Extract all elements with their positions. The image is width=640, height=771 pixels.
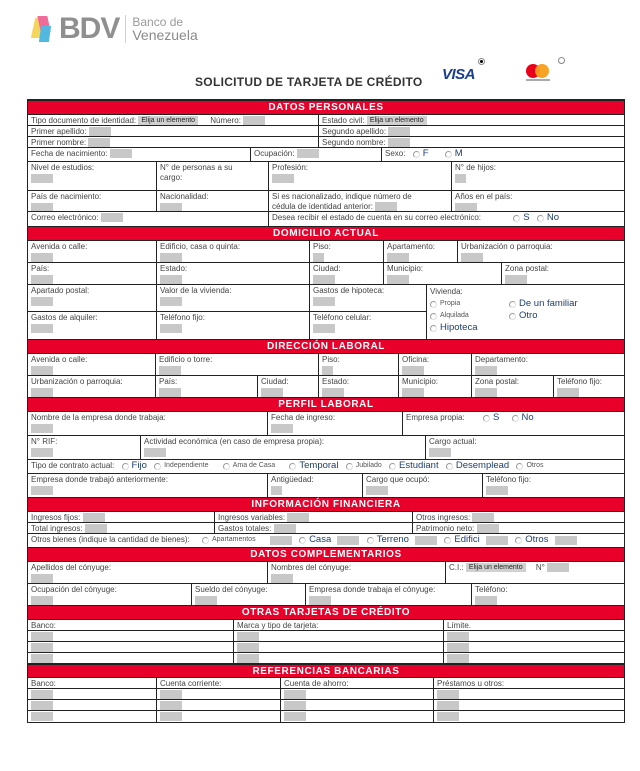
ot-col-banco: Banco: bbox=[28, 620, 234, 630]
sexo-m-label: M bbox=[454, 148, 463, 159]
lab-avenida-label: Avenida o calle: bbox=[31, 355, 88, 364]
vivienda-alquilada-label: Alquilada bbox=[440, 312, 469, 320]
dom-telefono-fijo-input[interactable] bbox=[160, 324, 182, 333]
page-title: SOLICITUD DE TARJETA DE CRÉDITO bbox=[195, 75, 423, 89]
segundo-nombre-label: Segundo nombre: bbox=[322, 138, 386, 147]
table-row bbox=[28, 642, 624, 653]
perf-antiguedad-label: Antigüedad: bbox=[271, 475, 314, 484]
dom-telefono-fijo-label: Teléfono fijo: bbox=[160, 313, 205, 322]
comp-apellidos-conyuge-input[interactable] bbox=[31, 574, 53, 583]
table-row bbox=[28, 711, 624, 722]
sexo-f-label: F bbox=[422, 148, 429, 159]
bienes-apartamentos-label: Apartamentos bbox=[212, 536, 256, 543]
contrato-temporal-radio[interactable] bbox=[289, 463, 296, 470]
perf-empresa-input[interactable] bbox=[31, 424, 53, 433]
contrato-desempleado-radio[interactable] bbox=[446, 463, 453, 470]
perf-empresa-anterior-input[interactable] bbox=[31, 486, 53, 495]
ot-col-marca: Marca y tipo de tarjeta: bbox=[234, 620, 444, 630]
dom-estado-label: Estado: bbox=[160, 264, 188, 273]
lab-ciudad-label: Ciudad: bbox=[261, 377, 289, 386]
bienes-casa-radio[interactable] bbox=[299, 537, 306, 544]
visa-radio[interactable] bbox=[478, 58, 485, 65]
vivienda-hipoteca-radio[interactable] bbox=[430, 325, 437, 332]
ref-corriente-input-3[interactable] bbox=[160, 712, 182, 721]
credit-card-application-form bbox=[27, 99, 625, 723]
table-row bbox=[28, 631, 624, 642]
primer-apellido-input[interactable] bbox=[89, 127, 111, 136]
perf-telefono-fijo-input[interactable] bbox=[486, 486, 508, 495]
anos-pais-input[interactable] bbox=[455, 203, 477, 211]
vivienda-alquilada-radio[interactable] bbox=[430, 313, 437, 320]
bienes-casa-label: Casa bbox=[309, 534, 332, 545]
dom-avenida-label: Avenida o calle: bbox=[31, 242, 88, 251]
ref-banco-input-2[interactable] bbox=[31, 701, 53, 710]
lab-avenida-input[interactable] bbox=[31, 366, 53, 375]
bienes-terreno-radio[interactable] bbox=[367, 537, 374, 544]
table-row bbox=[28, 653, 624, 664]
comp-ci-dropdown[interactable]: Elija un elemento bbox=[466, 563, 526, 572]
primer-apellido-label: Primer apellido: bbox=[31, 127, 87, 136]
estado-cuenta-si-label: S bbox=[523, 212, 530, 223]
bienes-otros-label: Otros bbox=[525, 534, 549, 545]
perf-tipo-contrato-label: Tipo de contrato actual: bbox=[31, 461, 115, 471]
fin-ingresos-fijos-input[interactable] bbox=[83, 513, 105, 522]
comp-ci-label: C.I.: bbox=[449, 563, 464, 572]
logo-brand: BDV bbox=[59, 12, 120, 45]
nacionalidad-label: Nacionalidad: bbox=[160, 192, 209, 201]
ref-banco-input-1[interactable] bbox=[31, 690, 53, 699]
lab-municipio-input[interactable] bbox=[402, 388, 424, 397]
nivel-estudios-input[interactable] bbox=[31, 174, 53, 183]
numero-input[interactable] bbox=[243, 116, 265, 125]
comp-nombres-conyuge-label: Nombres del cónyuge: bbox=[271, 563, 352, 572]
fin-gastos-totales-label: Gastos totales: bbox=[218, 524, 272, 533]
dom-ciudad-input[interactable] bbox=[313, 275, 335, 284]
fin-patrimonio-label: Patrimonio neto: bbox=[416, 524, 475, 533]
perf-cargo-actual-label: Cargo actual: bbox=[429, 437, 477, 446]
otras-tarjetas-header-row bbox=[28, 620, 624, 631]
profesion-input[interactable] bbox=[272, 174, 294, 183]
lab-urbanizacion-label: Urbanización o parroquia: bbox=[31, 377, 123, 386]
lab-zona-postal-label: Zona postal: bbox=[475, 377, 520, 386]
bienes-apartamentos-input[interactable] bbox=[270, 536, 292, 545]
contrato-estudiante-radio[interactable] bbox=[389, 463, 396, 470]
hijos-label: N° de hijos: bbox=[455, 163, 496, 172]
bienes-apartamentos-radio[interactable] bbox=[202, 537, 209, 544]
estado-cuenta-no-radio[interactable] bbox=[537, 215, 544, 222]
table-row bbox=[28, 700, 624, 711]
dom-gastos-alquiler-label: Gastos de alquiler: bbox=[31, 313, 98, 322]
comp-telefono-input[interactable] bbox=[475, 596, 497, 605]
bienes-edificio-label: Edifici bbox=[454, 534, 480, 545]
ot-limite-input-3[interactable] bbox=[447, 654, 469, 663]
estado-civil-dropdown[interactable]: Elija un elemento bbox=[367, 116, 427, 125]
fin-ingresos-fijos-label: Ingresos fijos: bbox=[31, 513, 81, 522]
perf-cargo-ocupo-input[interactable] bbox=[366, 486, 388, 495]
fin-otros-bienes-label: Otros bienes (indique la cantidad de bienes): bbox=[31, 535, 190, 545]
lab-estado-input[interactable] bbox=[322, 388, 344, 397]
ref-prestamos-input-1[interactable] bbox=[437, 690, 459, 699]
section-datos-personales: DATOS PERSONALES bbox=[28, 101, 624, 115]
dom-piso-label: Piso: bbox=[313, 242, 331, 251]
bienes-terreno-input[interactable] bbox=[415, 536, 437, 545]
contrato-temporal-label: Temporal bbox=[299, 460, 339, 471]
fin-otros-ingresos-input[interactable] bbox=[472, 513, 494, 522]
vivienda-label: Vivienda: bbox=[430, 287, 463, 296]
dom-gastos-hipoteca-label: Gastos de hipoteca: bbox=[313, 286, 385, 295]
comp-apellidos-conyuge-label: Apellidos del cónyuge: bbox=[31, 563, 112, 572]
logo-line1: Banco de bbox=[132, 15, 184, 29]
logo-divider bbox=[125, 15, 126, 43]
fin-ingresos-variables-label: Ingresos variables: bbox=[218, 513, 286, 522]
lab-piso-label: Piso: bbox=[322, 355, 340, 364]
vivienda-otro-radio[interactable] bbox=[509, 313, 516, 320]
vivienda-propia-label: Propia bbox=[440, 300, 461, 307]
ref-ahorro-input-1[interactable] bbox=[284, 690, 306, 699]
comp-sueldo-conyuge-input[interactable] bbox=[195, 596, 217, 605]
perf-antiguedad-input[interactable] bbox=[271, 486, 282, 495]
vivienda-otro-label: Otro bbox=[519, 310, 538, 322]
fecha-nacimiento-input[interactable] bbox=[110, 149, 132, 158]
fin-total-ingresos-label: Total ingresos: bbox=[31, 524, 83, 533]
segundo-apellido-label: Segundo apellido: bbox=[322, 127, 387, 136]
contrato-estudiante-label: Estudiant bbox=[399, 460, 439, 471]
segundo-nombre-input[interactable] bbox=[388, 138, 410, 147]
dom-apartamento-label: Apartamento: bbox=[387, 242, 436, 251]
dom-edificio-label: Edificio, casa o quinta: bbox=[160, 242, 241, 251]
ot-marca-input-1[interactable] bbox=[237, 632, 259, 641]
tipo-documento-label: Tipo documento de identidad: bbox=[31, 116, 137, 125]
perf-empresa-propia-no-label: No bbox=[521, 412, 534, 423]
ocupacion-input[interactable] bbox=[297, 149, 319, 158]
perf-empresa-propia-no-radio[interactable] bbox=[512, 415, 519, 422]
lab-urbanizacion-input[interactable] bbox=[31, 388, 53, 397]
fin-otros-ingresos-label: Otros ingresos: bbox=[416, 513, 471, 522]
ot-marca-input-2[interactable] bbox=[237, 643, 259, 652]
dom-piso-input[interactable] bbox=[313, 253, 324, 262]
perf-empresa-anterior-label: Empresa donde trabajó anteriormente: bbox=[31, 475, 168, 484]
pais-nacimiento-input[interactable] bbox=[31, 203, 53, 211]
contrato-otros-label: Otros bbox=[526, 462, 544, 469]
bienes-edificio-radio[interactable] bbox=[444, 537, 451, 544]
perf-empresa-propia-si-radio[interactable] bbox=[483, 415, 490, 422]
sexo-label: Sexo: bbox=[385, 149, 406, 159]
dom-urbanizacion-label: Urbanización o parroquia: bbox=[461, 242, 553, 251]
correo-input[interactable] bbox=[101, 213, 123, 222]
dom-valor-vivienda-input[interactable] bbox=[160, 297, 182, 306]
dom-zona-postal-label: Zona postal: bbox=[505, 264, 550, 273]
vivienda-hipoteca-label: Hipoteca bbox=[440, 322, 478, 334]
perf-rif-label: N° RIF: bbox=[31, 437, 58, 446]
pais-nacimiento-label: País de nacimiento: bbox=[31, 192, 102, 201]
ref-ahorro-input-2[interactable] bbox=[284, 701, 306, 710]
estado-cuenta-no-label: No bbox=[546, 212, 559, 223]
lab-oficina-label: Oficina: bbox=[402, 355, 430, 364]
ocupacion-label: Ocupación: bbox=[254, 149, 295, 158]
vivienda-familiar-radio[interactable] bbox=[509, 301, 516, 308]
dom-telefono-celular-input[interactable] bbox=[313, 324, 335, 333]
ref-col-prestamos: Préstamos u otros: bbox=[437, 679, 505, 688]
perf-rif-input[interactable] bbox=[31, 448, 53, 457]
lab-ciudad-input[interactable] bbox=[261, 388, 283, 397]
dom-valor-vivienda-label: Valor de la vivienda: bbox=[160, 286, 232, 295]
perf-empresa-propia-label: Empresa propia: bbox=[406, 413, 465, 423]
dom-apartado-input[interactable] bbox=[31, 297, 53, 306]
lab-departamento-label: Departamento: bbox=[475, 355, 528, 364]
nacionalidad-input[interactable] bbox=[160, 203, 182, 211]
ref-corriente-input-1[interactable] bbox=[160, 690, 182, 699]
tipo-documento-dropdown[interactable]: Elija un elemento bbox=[138, 116, 198, 125]
contrato-jubilado-radio[interactable] bbox=[346, 463, 353, 470]
personas-cargo-label: N° de personas a su cargo: bbox=[160, 163, 233, 182]
perf-fecha-ingreso-input[interactable] bbox=[271, 424, 293, 433]
contrato-fijo-label: Fijo bbox=[131, 460, 147, 471]
estado-civil-label: Estado civil: bbox=[322, 116, 365, 125]
ref-col-banco: Banco: bbox=[28, 678, 157, 688]
section-informacion-financiera: INFORMACIÓN FINANCIERA bbox=[28, 498, 624, 512]
bienes-otros-input[interactable] bbox=[555, 536, 577, 545]
lab-zona-postal-input[interactable] bbox=[475, 388, 497, 397]
section-domicilio-actual: DOMICILIO ACTUAL bbox=[28, 227, 624, 241]
contrato-ama-casa-label: Ama de Casa bbox=[232, 462, 276, 469]
lab-pais-input[interactable] bbox=[159, 388, 181, 397]
lab-estado-label: Estado: bbox=[322, 377, 350, 386]
section-datos-complementarios: DATOS COMPLEMENTARIOS bbox=[28, 548, 624, 562]
comp-sueldo-conyuge-label: Sueldo del cónyuge: bbox=[195, 585, 268, 594]
vivienda-familiar-label: De un familiar bbox=[519, 298, 578, 309]
ref-banco-input-3[interactable] bbox=[31, 712, 53, 721]
lab-municipio-label: Municipio: bbox=[402, 377, 439, 386]
fin-gastos-totales-input[interactable] bbox=[274, 524, 296, 533]
referencias-header-row bbox=[28, 678, 624, 689]
contrato-fijo-radio[interactable] bbox=[122, 463, 129, 470]
comp-telefono-label: Teléfono: bbox=[475, 585, 508, 594]
lab-telefono-fijo-input[interactable] bbox=[557, 388, 579, 397]
segundo-apellido-input[interactable] bbox=[388, 127, 410, 136]
lab-edificio-input[interactable] bbox=[159, 366, 181, 375]
visa-logo: VISA bbox=[442, 66, 476, 83]
dom-apartamento-input[interactable] bbox=[387, 253, 409, 262]
fin-ingresos-variables-input[interactable] bbox=[287, 513, 309, 522]
section-referencias-bancarias: REFERENCIAS BANCARIAS bbox=[28, 664, 624, 678]
comp-ocupacion-conyuge-label: Ocupación del cónyuge: bbox=[31, 585, 117, 594]
ref-col-cuenta-corriente: Cuenta corriente: bbox=[157, 678, 281, 688]
dom-zona-postal-input[interactable] bbox=[505, 275, 527, 284]
comp-ocupacion-conyuge-input[interactable] bbox=[31, 596, 53, 605]
ref-col-cuenta-ahorro: Cuenta de ahorro: bbox=[281, 678, 434, 688]
dom-municipio-input[interactable] bbox=[387, 275, 409, 284]
hijos-input[interactable] bbox=[455, 174, 466, 183]
section-otras-tarjetas: OTRAS TARJETAS DE CRÉDITO bbox=[28, 606, 624, 620]
contrato-jubilado-label: Jubilado bbox=[355, 462, 382, 469]
logo-line2: Venezuela bbox=[132, 27, 198, 43]
contrato-independiente-label: Independiente bbox=[164, 462, 209, 469]
primer-nombre-input[interactable] bbox=[88, 138, 110, 147]
dom-urbanizacion-input[interactable] bbox=[461, 253, 483, 262]
ot-col-limite: Límite. bbox=[447, 621, 472, 630]
perf-actividad-label: Actividad económica (en caso de empresa propia): bbox=[144, 437, 325, 446]
dom-gastos-alquiler-input[interactable] bbox=[31, 324, 53, 333]
lab-departamento-input[interactable] bbox=[475, 366, 497, 375]
bienes-terreno-label: Terreno bbox=[376, 534, 409, 545]
lab-oficina-input[interactable] bbox=[402, 366, 424, 375]
dom-telefono-celular-label: Teléfono celular: bbox=[313, 313, 372, 322]
perf-empresa-propia-si-label: S bbox=[492, 412, 500, 423]
perf-telefono-fijo-label: Teléfono fijo: bbox=[486, 475, 531, 484]
comp-nombres-conyuge-input[interactable] bbox=[271, 574, 293, 583]
primer-nombre-label: Primer nombre: bbox=[31, 138, 87, 147]
dom-estado-input[interactable] bbox=[160, 275, 182, 284]
table-row bbox=[28, 689, 624, 700]
section-perfil-laboral: PERFIL LABORAL bbox=[28, 398, 624, 412]
lab-telefono-fijo-label: Teléfono fijo: bbox=[557, 377, 602, 386]
perf-cargo-ocupo-label: Cargo que ocupó: bbox=[366, 475, 430, 484]
fin-total-ingresos-input[interactable] bbox=[85, 524, 107, 533]
ref-corriente-input-2[interactable] bbox=[160, 701, 182, 710]
dom-pais-label: País: bbox=[31, 264, 50, 273]
ref-prestamos-input-3[interactable] bbox=[437, 712, 459, 721]
dom-ciudad-label: Ciudad: bbox=[313, 264, 341, 273]
comp-empresa-conyuge-label: Empresa donde trabaja el cónyuge: bbox=[309, 585, 436, 594]
dom-apartado-label: Apartado postal: bbox=[31, 286, 90, 295]
ot-banco-input-2[interactable] bbox=[31, 643, 53, 652]
mastercard-radio[interactable] bbox=[558, 57, 565, 64]
comp-empresa-conyuge-input[interactable] bbox=[309, 596, 331, 605]
numero-label: Número: bbox=[210, 116, 241, 125]
bienes-casa-input[interactable] bbox=[337, 536, 359, 545]
cedula-anterior-input[interactable] bbox=[375, 202, 397, 211]
lab-piso-input[interactable] bbox=[322, 366, 333, 375]
contrato-ama-casa-radio[interactable] bbox=[223, 463, 230, 470]
ref-prestamos-input-2[interactable] bbox=[437, 701, 459, 710]
cedula-anterior-label: cédula de identidad anterior: bbox=[272, 202, 373, 211]
comp-n-input[interactable] bbox=[547, 563, 569, 572]
perf-fecha-ingreso-label: Fecha de ingreso: bbox=[271, 413, 336, 422]
mastercard-logo-icon bbox=[525, 64, 551, 84]
bdv-logo bbox=[33, 12, 198, 46]
fecha-nacimiento-label: Fecha de nacimiento: bbox=[31, 149, 108, 158]
ref-ahorro-input-3[interactable] bbox=[284, 712, 306, 721]
bienes-edificio-input[interactable] bbox=[486, 536, 508, 545]
contrato-otros-radio[interactable] bbox=[516, 463, 523, 470]
fin-patrimonio-input[interactable] bbox=[477, 524, 499, 533]
dom-pais-input[interactable] bbox=[31, 275, 53, 284]
bienes-otros-radio[interactable] bbox=[515, 537, 522, 544]
profesion-label: Profesión: bbox=[272, 163, 309, 172]
vivienda-propia-radio[interactable] bbox=[430, 301, 437, 308]
perf-cargo-actual-input[interactable] bbox=[429, 448, 451, 457]
contrato-desempleado-label: Desemplead bbox=[455, 460, 510, 471]
dom-gastos-hipoteca-input[interactable] bbox=[313, 297, 335, 306]
ot-limite-input-2[interactable] bbox=[447, 643, 469, 652]
dom-municipio-label: Municipio: bbox=[387, 264, 424, 273]
ot-banco-input-1[interactable] bbox=[31, 632, 53, 641]
dom-avenida-input[interactable] bbox=[31, 253, 53, 262]
perf-actividad-input[interactable] bbox=[144, 448, 166, 457]
bdv-logo-mark-icon bbox=[33, 14, 57, 44]
sexo-m-radio[interactable] bbox=[445, 151, 452, 158]
ot-marca-input-3[interactable] bbox=[237, 654, 259, 663]
section-direccion-laboral: DIRECCIÓN LABORAL bbox=[28, 340, 624, 354]
estado-cuenta-label: Desea recibir el estado de cuenta en su correo electrónico: bbox=[272, 213, 482, 223]
nacionalizado-label: Si es nacionalizado, indique número de bbox=[272, 192, 412, 201]
sexo-f-radio[interactable] bbox=[413, 151, 420, 158]
anos-pais-label: Años en el país: bbox=[455, 192, 513, 201]
ot-limite-input-1[interactable] bbox=[447, 632, 469, 641]
lab-pais-label: País: bbox=[159, 377, 178, 386]
ot-banco-input-3[interactable] bbox=[31, 654, 53, 663]
contrato-independiente-radio[interactable] bbox=[154, 463, 161, 470]
lab-edificio-label: Edificio o torre: bbox=[159, 355, 213, 364]
perf-empresa-label: Nombre de la empresa donde trabaja: bbox=[31, 413, 166, 422]
estado-cuenta-si-radio[interactable] bbox=[513, 215, 520, 222]
comp-n-label: N° bbox=[535, 563, 545, 572]
nivel-estudios-label: Nivel de estudios: bbox=[31, 163, 95, 172]
correo-label: Correo electrónico: bbox=[31, 213, 99, 222]
dom-edificio-input[interactable] bbox=[160, 253, 182, 262]
